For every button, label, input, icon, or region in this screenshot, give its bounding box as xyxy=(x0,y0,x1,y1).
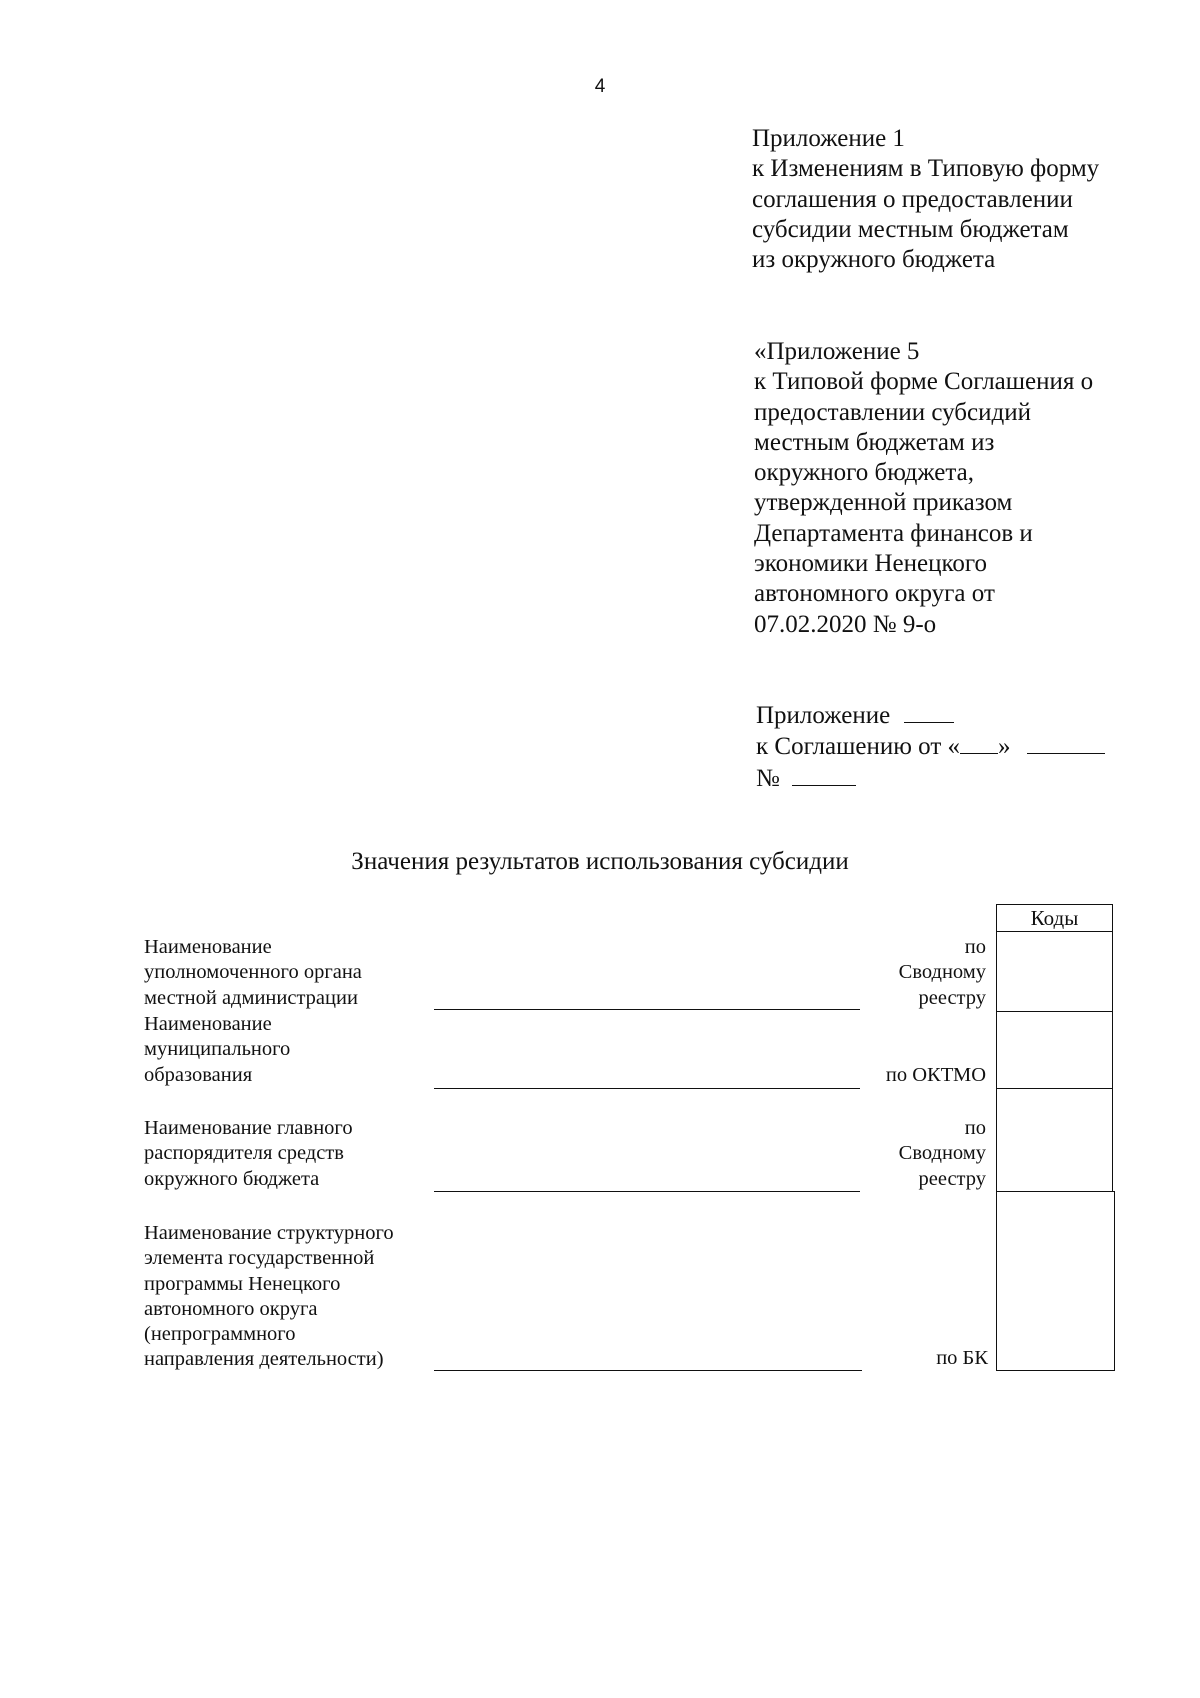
code-label-svodny-reestr-1 xyxy=(840,935,986,1011)
appendix-5-line: Департамента финансов и xyxy=(754,519,1033,547)
row-label-municipality xyxy=(144,1012,290,1088)
agreement-appendix-line xyxy=(756,700,1105,731)
municipality-field-line[interactable] xyxy=(434,1088,860,1089)
main-manager-field-line[interactable] xyxy=(434,1191,860,1192)
code-label-line: Сводному xyxy=(898,961,986,984)
label-line: окружного бюджета xyxy=(144,1167,320,1190)
row-label-program-element xyxy=(144,1221,394,1373)
code-label-line: реестру xyxy=(918,1167,986,1190)
agreement-month-year-blank[interactable] xyxy=(1027,731,1105,754)
page-number: 4 xyxy=(594,76,606,97)
code-label-bk xyxy=(840,1346,988,1371)
label-line: (непрограммного xyxy=(144,1323,296,1346)
label-line: Наименование xyxy=(144,1013,272,1035)
appendix-5-line: утвержденной приказом xyxy=(754,489,1013,517)
agreement-appendix-block xyxy=(756,700,1105,794)
code-label-line: по ОКТМО xyxy=(885,1064,986,1086)
appendix-1-line: субсидии местным бюджетам xyxy=(752,215,1069,243)
appendix-5-line: автономного округа от xyxy=(754,580,995,608)
appendix-5-line: экономики Ненецкого xyxy=(754,550,987,578)
appendix-5-line: 07.02.2020 № 9-о xyxy=(754,610,937,638)
appendix-1-block xyxy=(752,124,1099,275)
agreement-appendix-label: Приложение xyxy=(756,702,891,729)
label-line: распорядителя средств xyxy=(144,1142,344,1165)
code-cell-svodny-reestr-1[interactable] xyxy=(996,931,1113,1012)
code-cell-bk[interactable] xyxy=(996,1191,1115,1371)
program-element-field-line[interactable] xyxy=(434,1370,862,1371)
authorized-body-field-line[interactable] xyxy=(434,1009,860,1010)
label-line: направления деятельности) xyxy=(144,1348,384,1371)
code-label-svodny-reestr-2 xyxy=(840,1116,986,1192)
label-line: муниципального xyxy=(144,1038,291,1061)
label-line: образования xyxy=(144,1063,253,1086)
appendix-1-line: соглашения о предоставлении xyxy=(752,185,1073,213)
label-line: элемента государственной xyxy=(144,1247,375,1270)
appendix-5-line: «Приложение 5 xyxy=(754,338,920,365)
appendix-1-line: Приложение 1 xyxy=(752,125,905,152)
code-label-line: реестру xyxy=(918,986,986,1009)
agreement-day-blank[interactable] xyxy=(960,731,998,754)
row-label-authorized-body xyxy=(144,935,362,1011)
agreement-date-prefix: к Соглашению от « xyxy=(756,733,961,761)
appendix-5-line: местным бюджетам из xyxy=(754,428,995,456)
codes-header: Коды xyxy=(996,904,1113,932)
code-label-line: по xyxy=(964,936,986,958)
code-label-line: Сводному xyxy=(898,1142,986,1165)
code-cell-svodny-reestr-2[interactable] xyxy=(996,1088,1113,1192)
label-line: автономного округа xyxy=(144,1297,318,1320)
label-line: уполномоченного органа xyxy=(144,961,362,984)
appendix-5-line: к Типовой форме Соглашения о xyxy=(754,368,1094,396)
label-line: программы Ненецкого xyxy=(144,1272,341,1295)
appendix-5-block xyxy=(754,337,1093,640)
label-line: Наименование структурного xyxy=(144,1222,394,1244)
appendix-number-blank[interactable] xyxy=(904,700,954,723)
code-cell-oktmo[interactable] xyxy=(996,1011,1113,1089)
appendix-1-line: из окружного бюджета xyxy=(752,246,996,274)
code-label-line: по xyxy=(964,1117,986,1139)
agreement-number-line xyxy=(756,763,1105,794)
label-line: Наименование главного xyxy=(144,1117,353,1139)
appendix-1-line: к Изменениям в Типовую форму xyxy=(752,155,1100,183)
agreement-number-blank[interactable] xyxy=(792,763,856,786)
label-line: местной администрации xyxy=(144,986,358,1009)
code-label-line: по БК xyxy=(936,1347,988,1369)
document-title: Значения результатов использования субсидии xyxy=(351,848,849,875)
code-label-oktmo xyxy=(840,1063,986,1088)
appendix-5-line: окружного бюджета, xyxy=(754,459,974,487)
row-label-main-manager xyxy=(144,1116,353,1192)
agreement-date-line xyxy=(756,731,1105,762)
agreement-number-sign: № xyxy=(756,764,780,792)
label-line: Наименование xyxy=(144,936,272,958)
agreement-date-quote: » xyxy=(998,733,1011,761)
appendix-5-line: предоставлении субсидий xyxy=(754,398,1031,426)
